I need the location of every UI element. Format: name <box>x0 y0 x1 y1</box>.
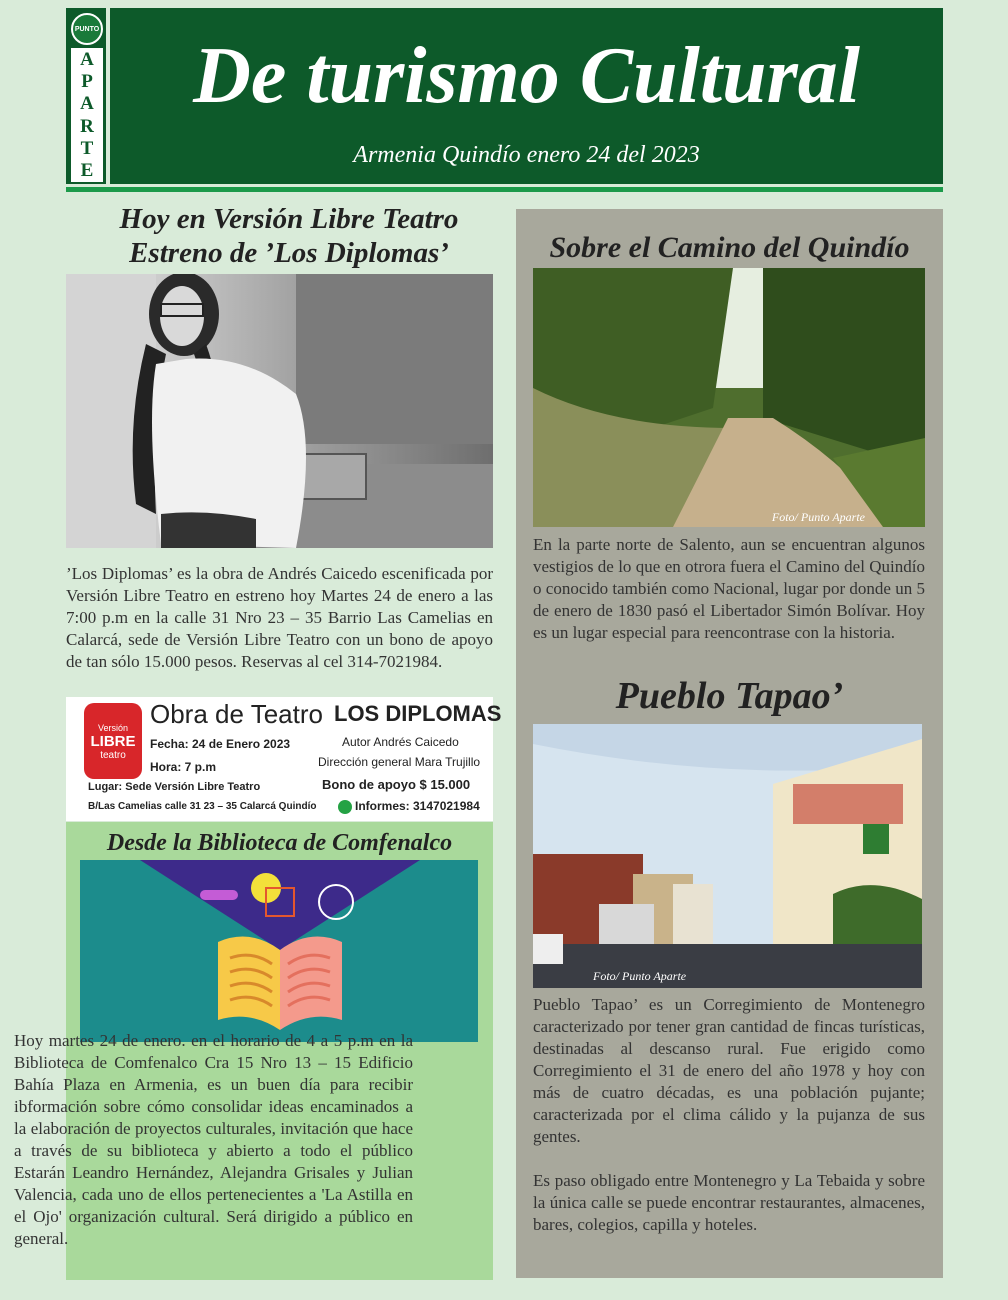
pueblo-body-1: Pueblo Tapao’ es un Corregimiento de Montenegro caracterizado por tener gran cantidad de fincas turísticas, destinadas al descanso rural. Fue erigido como Corregimiento el 31 de enero del año 1978 y hoy con más de cuatro décadas, es una población pujante; caracterizada por el clima cálido y la pujanza de sus gentes. <box>533 995 925 1146</box>
masthead <box>66 8 943 184</box>
flyer-bond: Bono de apoyo $ 15.000 <box>322 777 471 792</box>
biblioteca-body: Hoy martes 24 de enero. en el horario de 4 a 5 p.m en la Biblioteca de Comfenalco Cra 15 Nro 13 – 15 Edificio Bahía Plaza en Armenia, es un buen día para recibir ibformación sobre cómo consolidar ideas encaminados a la elaboración de proyectos culturales, invitación que hace a través de su biblioteca y abierto a todo el público Estarán Leandro Hernández, Alejandra Grisales y Julian Valencia, cada uno de ellos pertenecientes a 'La Astilla en el Ojo' organización cultural. Será dirigido a público en general. <box>14 1031 413 1248</box>
logo-letter: A <box>80 93 94 115</box>
flyer-time: Hora: 7 p.m <box>150 760 217 774</box>
flyer-place: Lugar: Sede Versión Libre Teatro <box>88 781 261 793</box>
page-subtitle: Armenia Quindío enero 24 del 2023 <box>353 142 700 168</box>
camino-body: En la parte norte de Salento, aun se encuentran algunos vestigios de lo que en otrora fuera el Camino del Quindío o conocido también como Nacional, lugar por donde un 5 de enero de 1830 pasó el Libertador Simón Bolívar. Hoy es un lugar especial para reencontrase con la historia. <box>533 535 925 642</box>
camino-heading: Sobre el Camino del Quindío <box>549 231 910 264</box>
flyer-author: Autor Andrés Caicedo <box>342 735 459 749</box>
pueblo-body-2: Es paso obligado entre Montenegro y La Tebaida y sobre la única calle se puede encontrar restaurantes, almacenes, bares, colegios, capilla y hoteles. <box>533 1171 925 1234</box>
pueblo-heading: Pueblo Tapao’ <box>615 675 844 717</box>
version-libre-logo <box>84 703 142 779</box>
pueblo-photo-credit: Foto/ Punto Aparte <box>593 969 687 983</box>
teatro-photo <box>66 274 493 548</box>
title-box <box>110 8 943 184</box>
logo-letter: R <box>80 115 94 137</box>
teatro-heading-line1: Hoy en Versión Libre Teatro <box>119 203 459 235</box>
biblioteca-illustration <box>80 860 478 1042</box>
biblioteca-heading: Desde la Biblioteca de Comfenalco <box>106 830 453 856</box>
pueblo-photo <box>533 724 922 988</box>
flyer-info <box>338 799 480 814</box>
camino-photo <box>533 268 925 527</box>
flyer-play-title: LOS DIPLOMAS <box>334 701 502 726</box>
masthead-rule <box>66 187 943 192</box>
logo-circle: PUNTO <box>71 13 103 45</box>
flyer-info-text: Informes: 3147021984 <box>355 799 480 813</box>
flyer-logo-line2: LIBRE <box>90 733 136 750</box>
whatsapp-icon <box>338 800 352 814</box>
flyer-director: Dirección general Mara Trujillo <box>318 755 481 769</box>
camino-photo-credit: Foto/ Punto Aparte <box>771 510 865 524</box>
teatro-flyer <box>66 697 502 821</box>
page-title: De turismo Cultural <box>193 32 860 120</box>
flyer-heading: Obra de Teatro <box>150 699 323 729</box>
teatro-heading-line2: Estreno de ’Los Diplomas’ <box>129 237 449 269</box>
teatro-heading <box>66 202 512 270</box>
logo-letter: T <box>80 137 94 159</box>
flyer-logo-line1: Versión <box>97 723 129 733</box>
logo-letter: A <box>80 48 94 70</box>
punto-aparte-logo <box>66 8 106 184</box>
flyer-date: Fecha: 24 de Enero 2023 <box>150 737 291 751</box>
flyer-address: B/Las Camelias calle 31 23 – 35 Calarcá Quindío <box>88 801 317 812</box>
logo-letter: P <box>81 70 93 92</box>
flyer-logo-line3: teatro <box>100 750 126 761</box>
logo-letters <box>71 48 103 182</box>
logo-letter: E <box>80 160 94 182</box>
teatro-body: ’Los Diplomas’ es la obra de Andrés Caicedo escenificada por Versión Libre Teatro en estreno hoy Martes 24 de enero a las 7:00 p.m en la calle 31 Nro 23 – 35 Barrio Las Camelias en Calarcá, sede de Versión Libre Teatro con un bono de apoyo de tan sólo 15.000 pesos. Reservas al cel 314-7021984. <box>66 564 493 671</box>
